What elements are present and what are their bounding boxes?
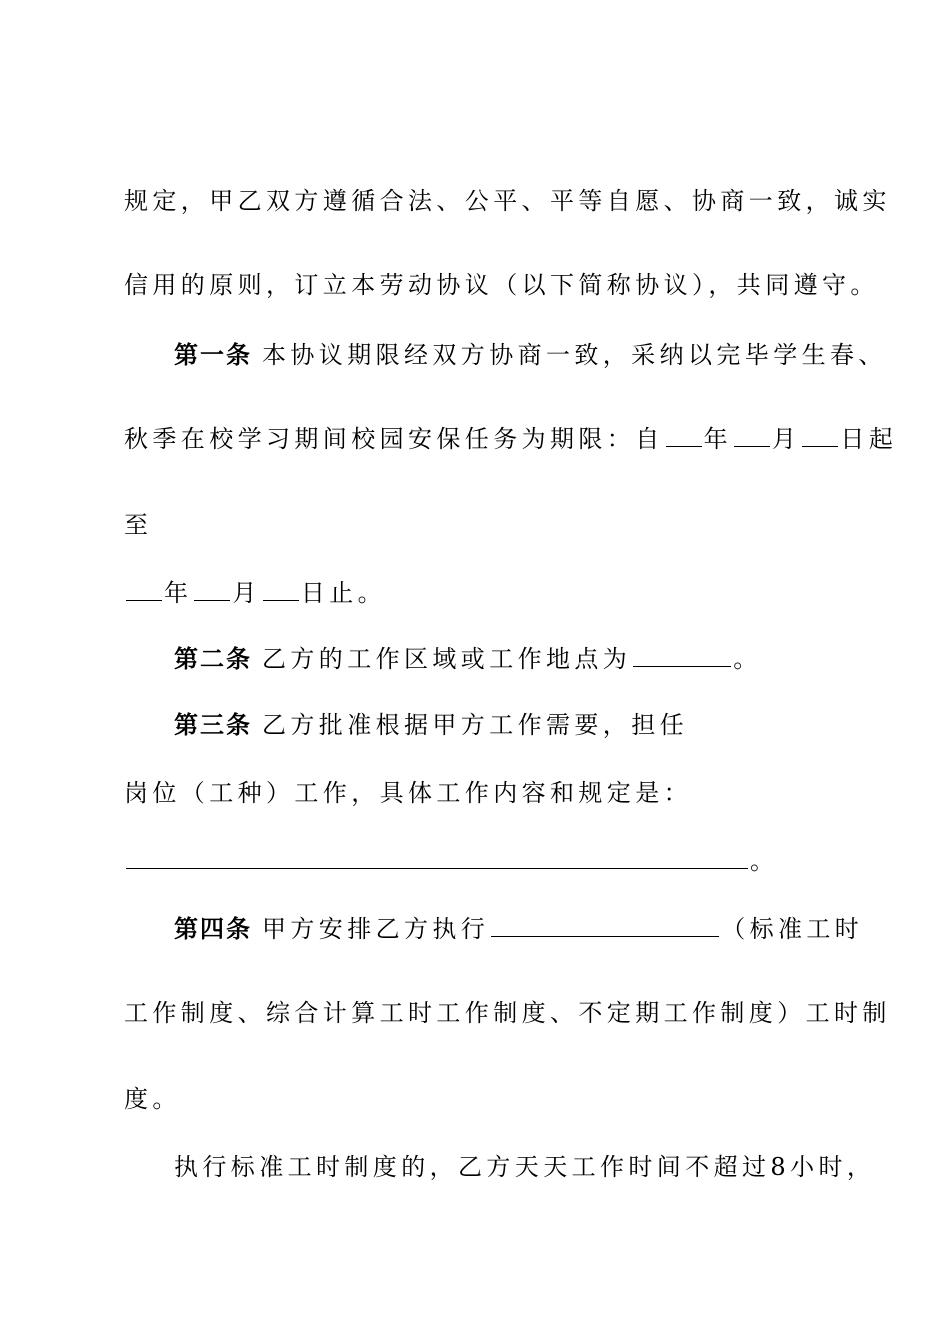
end-year-blank[interactable] [126,578,162,601]
article-4 [174,914,863,944]
job-content-blank[interactable] [126,846,748,869]
period: 。 [750,847,779,875]
work-location-blank[interactable] [633,644,731,667]
month-blank[interactable] [734,424,770,447]
day-label: 日止。 [300,579,387,607]
article-4-paren: （标准工时 [721,915,864,943]
article-4-label: 第四条 [174,914,252,943]
text-span: 秋季在校学习期间校园安保任务为期限：自 [124,425,664,453]
article-1-term-line [124,424,897,454]
day-label: 日起 [840,425,898,453]
month-label: 月 [232,579,261,607]
article-2 [174,644,762,674]
year-blank[interactable] [666,424,702,447]
text-line: 至 [124,511,153,539]
end-month-blank[interactable] [194,578,230,601]
work-hours-system-blank[interactable] [491,914,719,937]
article-2-text: 乙方的工作区域或工作地点为 [262,645,632,673]
text-line: 岗位（工种）工作，具体工作内容和规定是： [124,779,692,807]
year-label: 年 [164,579,193,607]
article-3 [174,710,688,740]
text-line: 信用的原则，订立本劳动协议（以下简称协议），共同遵守。 [124,271,879,299]
text-line: 执行标准工时制度的，乙方天天工作时间不超过8小时， [174,1153,876,1181]
article-4-text: 甲方安排乙方执行 [262,915,490,943]
end-day-blank[interactable] [263,578,299,601]
article-3-text: 乙方批准根据甲方工作需要，担任 [262,711,688,739]
article-1-text: 本协议期限经双方协商一致，采纳以完毕学生春、 [262,341,887,369]
article-1 [174,340,887,370]
day-blank[interactable] [802,424,838,447]
year-label: 年 [703,425,733,453]
article-3-label: 第三条 [174,710,252,739]
month-label: 月 [772,425,801,453]
job-content-line [124,846,778,876]
end-date-line [124,578,386,608]
article-2-label: 第二条 [174,644,252,673]
period: 。 [733,645,762,673]
text-line: 规定，甲乙双方遵循合法、公平、平等自愿、协商一致，诚实 [124,187,891,215]
article-1-label: 第一条 [174,340,252,369]
text-line: 度。 [124,1085,181,1113]
text-line: 工作制度、综合计算工时工作制度、不定期工作制度）工时制 [124,999,891,1027]
